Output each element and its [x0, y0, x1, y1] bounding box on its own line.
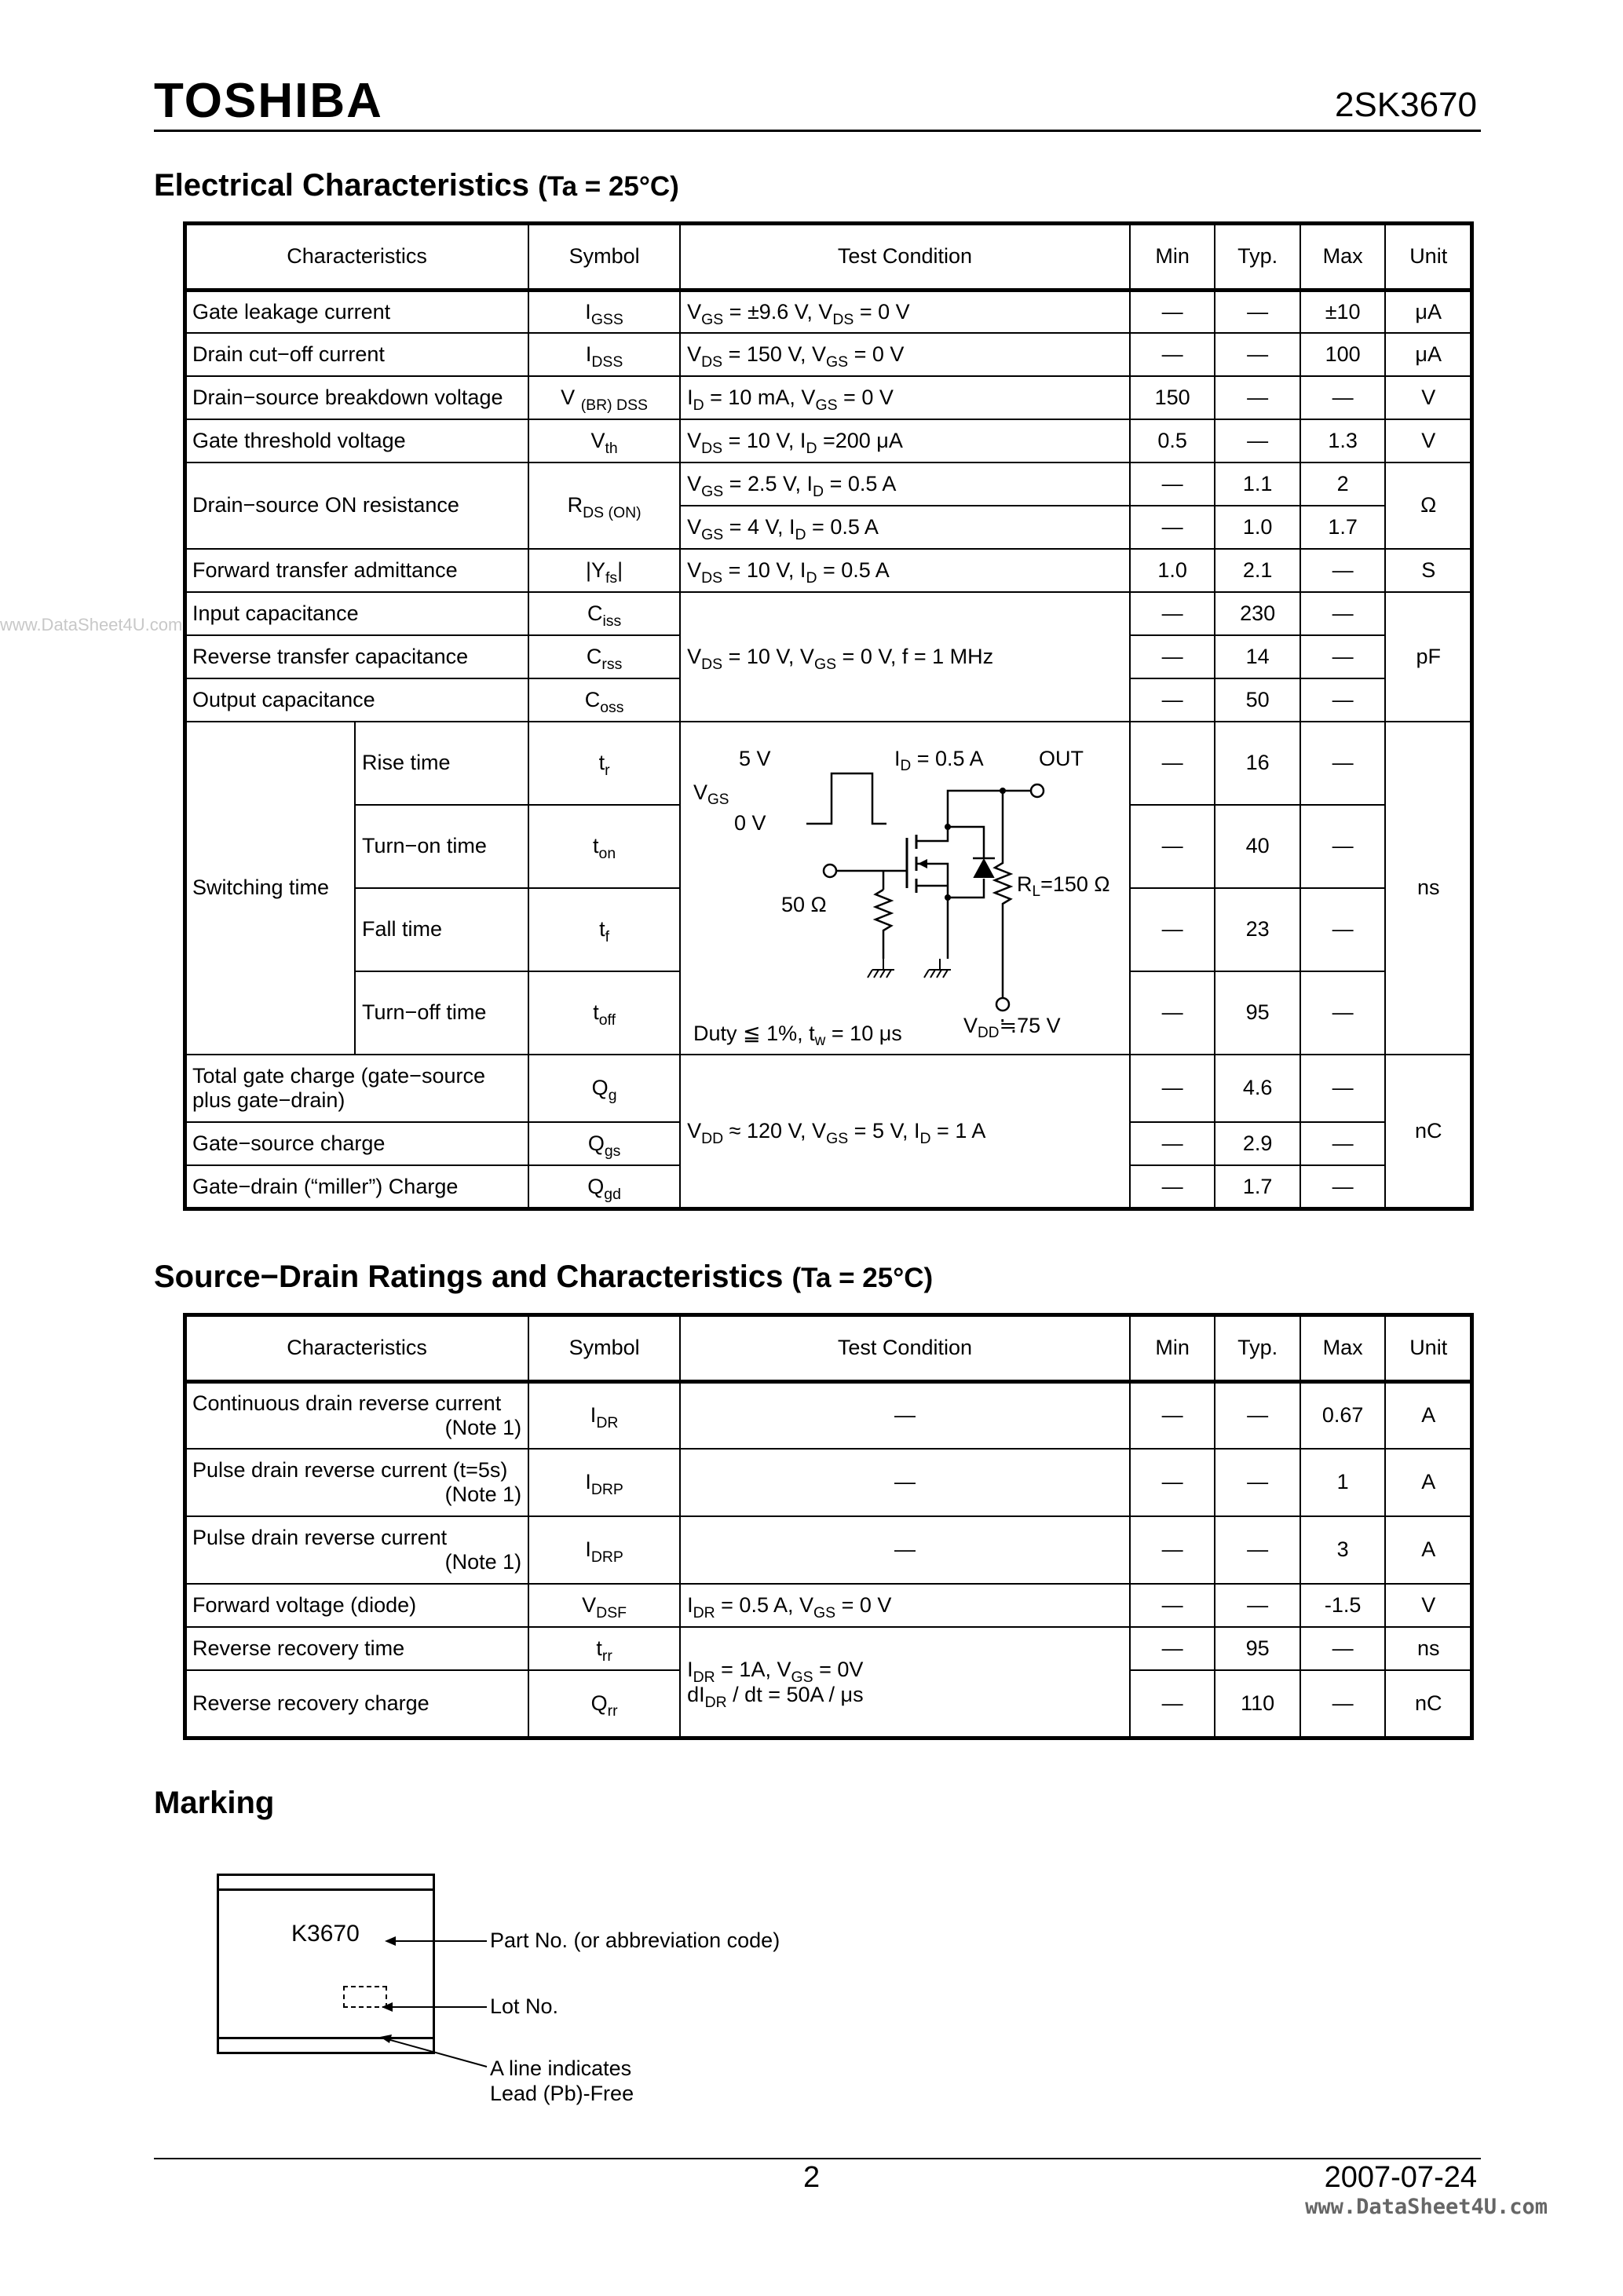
test-condition: $V_{GS} = 4$ V, $I_D = 0.5$ A: [680, 506, 1130, 549]
unit-value: V: [1385, 1584, 1471, 1627]
col-unit: Unit: [1385, 224, 1471, 290]
test-condition: —: [680, 1381, 1130, 1449]
table-header-row: [185, 1315, 1471, 1381]
typ-value: 1.1: [1215, 462, 1300, 506]
ground-icon: [924, 959, 951, 978]
max-value: 0.67: [1300, 1381, 1386, 1449]
char-name-text: Pulse drain reverse current (t=5s): [192, 1457, 508, 1482]
col-test-condition: Test Condition: [680, 224, 1130, 290]
brand-logo: TOSHIBA: [154, 74, 383, 128]
col-symbol: Symbol: [528, 224, 680, 290]
unit-value: A: [1385, 1381, 1471, 1449]
typ-value: 4.6: [1215, 1055, 1300, 1122]
char-subname: Turn−off time: [355, 971, 528, 1055]
min-value: —: [1130, 1516, 1215, 1584]
max-value: —: [1300, 678, 1386, 722]
typ-value: 2.1: [1215, 549, 1300, 592]
test-condition: $V_{DD} \approx 120$ V, $V_{GS} = 5$ V, $I_D = 1$ A: [680, 1055, 1130, 1208]
max-value: 100: [1300, 333, 1386, 376]
table-row: [185, 1516, 1471, 1584]
unit-value: A: [1385, 1449, 1471, 1516]
unit-value: ns: [1385, 1627, 1471, 1670]
min-value: —: [1130, 722, 1215, 805]
symbol: V $_{(BR) DSS}$: [528, 376, 680, 419]
unit-value: nC: [1385, 1670, 1471, 1738]
min-value: —: [1130, 333, 1215, 376]
char-name: [185, 1516, 528, 1584]
col-min: Min: [1130, 1315, 1215, 1381]
duty-label: Duty ≦ 1%, $t_w = 10$ μs: [693, 1022, 902, 1049]
max-value: —: [1300, 805, 1386, 888]
typ-value: 14: [1215, 635, 1300, 678]
col-min: Min: [1130, 224, 1215, 290]
table-row: [185, 1381, 1471, 1449]
test-condition: $I_{DR} = 0.5$ A, $V_{GS} = 0$ V: [680, 1584, 1130, 1627]
lead-free-label-line2: Lead (Pb)-Free: [490, 2082, 634, 2106]
max-value: -1.5: [1300, 1584, 1386, 1627]
col-test-condition: Test Condition: [680, 1315, 1130, 1381]
arrow-icon: [385, 1936, 396, 1946]
table-row: [185, 1627, 1471, 1670]
typ-value: 95: [1215, 971, 1300, 1055]
test-condition: —: [680, 1449, 1130, 1516]
col-max: Max: [1300, 1315, 1386, 1381]
table-row: [185, 376, 1471, 419]
vgs-label: $V_{GS}$: [693, 781, 729, 808]
body-diode-icon: [974, 860, 993, 877]
section-title-text: Source−Drain Ratings and Characteristics: [154, 1260, 784, 1294]
table-header-row: [185, 224, 1471, 290]
char-subname: Rise time: [355, 722, 528, 805]
lead-free-label: [490, 2056, 634, 2107]
load-resistor: [995, 791, 1011, 998]
max-value: —: [1300, 1122, 1386, 1165]
min-value: —: [1130, 678, 1215, 722]
lot-number-label: Lot No.: [490, 1994, 559, 2018]
out-label: OUT: [1039, 747, 1084, 770]
note-ref: (Note 1): [444, 1415, 522, 1439]
symbol: $Q_g$: [528, 1055, 680, 1122]
out-terminal: [1031, 784, 1044, 797]
table-row: [185, 592, 1471, 635]
min-value: —: [1130, 635, 1215, 678]
test-condition: —: [680, 1516, 1130, 1584]
gate-input-terminal: [824, 865, 836, 877]
drain-current-label: $I_D = 0.5$ A: [894, 747, 984, 774]
col-characteristics: Characteristics: [185, 224, 528, 290]
char-name-text: Pulse drain reverse current: [192, 1525, 448, 1549]
pulse-waveform: [806, 773, 886, 824]
min-value: —: [1130, 1122, 1215, 1165]
vdd-terminal: [996, 998, 1009, 1011]
symbol: $R_{DS (ON)}$: [528, 462, 680, 549]
marking-arrows: [377, 1900, 503, 2073]
package-top-edge: [219, 1888, 433, 1891]
min-value: —: [1130, 290, 1215, 333]
typ-value: 110: [1215, 1670, 1300, 1738]
symbol: $t_f$: [528, 888, 680, 971]
char-name: Reverse transfer capacitance: [185, 635, 528, 678]
symbol: $Q_{gs}$: [528, 1122, 680, 1165]
symbol: $t_{rr}$: [528, 1627, 680, 1670]
char-name: Reverse recovery time: [185, 1627, 528, 1670]
char-name: Switching time: [185, 722, 355, 1055]
table-row: [185, 462, 1471, 506]
unit-value: ns: [1385, 722, 1471, 1055]
symbol: $I_{DRP}$: [528, 1516, 680, 1584]
watermark-left: www.DataSheet4U.com: [0, 615, 183, 634]
char-subname: Fall time: [355, 888, 528, 971]
symbol: $Q_{rr}$: [528, 1670, 680, 1738]
symbol: $V_{DSF}$: [528, 1584, 680, 1627]
max-value: —: [1300, 592, 1386, 635]
char-name: Forward voltage (diode): [185, 1584, 528, 1627]
symbol: $t_{on}$: [528, 805, 680, 888]
symbol: $t_{off}$: [528, 971, 680, 1055]
ground-icon: [868, 959, 894, 978]
symbol: $I_{DR}$: [528, 1381, 680, 1449]
max-value: 2: [1300, 462, 1386, 506]
char-name: Output capacitance: [185, 678, 528, 722]
max-value: 3: [1300, 1516, 1386, 1584]
typ-value: —: [1215, 333, 1300, 376]
char-name: Gate threshold voltage: [185, 419, 528, 462]
max-value: —: [1300, 1055, 1386, 1122]
min-value: —: [1130, 1584, 1215, 1627]
section-condition: (Ta = 25°C): [538, 171, 679, 202]
arrow-icon: [382, 2002, 393, 2012]
min-value: 150: [1130, 376, 1215, 419]
pulse-high-label: 5 V: [739, 747, 771, 770]
test-condition: $I_{DR} = 1A$, $V_{GS} = 0V$ $dI_{DR}$ / dt = 50A / μs: [680, 1627, 1130, 1738]
max-value: —: [1300, 635, 1386, 678]
min-value: —: [1130, 888, 1215, 971]
max-value: —: [1300, 1627, 1386, 1670]
symbol: $t_r$: [528, 722, 680, 805]
typ-value: 1.0: [1215, 506, 1300, 549]
symbol: $I_{DRP}$: [528, 1449, 680, 1516]
typ-value: —: [1215, 290, 1300, 333]
load-resistor-label: $R_L=150$ Ω: [1017, 872, 1110, 900]
max-value: —: [1300, 376, 1386, 419]
typ-value: —: [1215, 376, 1300, 419]
pulse-low-label: 0 V: [734, 811, 766, 835]
min-value: —: [1130, 1670, 1215, 1738]
typ-value: 95: [1215, 1627, 1300, 1670]
col-characteristics: Characteristics: [185, 1315, 528, 1381]
note-ref: (Note 1): [444, 1550, 522, 1574]
min-value: —: [1130, 805, 1215, 888]
table-row: [185, 549, 1471, 592]
unit-value: Ω: [1385, 462, 1471, 549]
min-value: —: [1130, 1627, 1215, 1670]
vdd-label: $V_{DD}≒75$ V: [963, 1014, 1061, 1041]
section-title-marking: Marking: [154, 1786, 275, 1820]
section-title-text: Electrical Characteristics: [154, 168, 530, 203]
input-resistor: [875, 890, 891, 959]
max-value: —: [1300, 971, 1386, 1055]
typ-value: —: [1215, 419, 1300, 462]
unit-value: μA: [1385, 290, 1471, 333]
col-typ: Typ.: [1215, 224, 1300, 290]
unit-value: μA: [1385, 333, 1471, 376]
char-name: Reverse recovery charge: [185, 1670, 528, 1738]
unit-value: V: [1385, 419, 1471, 462]
header-rule: [154, 130, 1481, 132]
min-value: —: [1130, 1381, 1215, 1449]
table-row: [185, 1584, 1471, 1627]
max-value: 1.7: [1300, 506, 1386, 549]
source-drain-table: [185, 1314, 1472, 1738]
unit-value: pF: [1385, 592, 1471, 722]
test-condition: $V_{DS} = 150$ V, $V_{GS} = 0$ V: [680, 333, 1130, 376]
page-number: 2: [803, 2161, 821, 2194]
min-value: —: [1130, 1449, 1215, 1516]
min-value: —: [1130, 971, 1215, 1055]
max-value: —: [1300, 722, 1386, 805]
min-value: —: [1130, 462, 1215, 506]
min-value: —: [1130, 506, 1215, 549]
typ-value: 16: [1215, 722, 1300, 805]
typ-value: 230: [1215, 592, 1300, 635]
char-subname: Turn−on time: [355, 805, 528, 888]
lead-free-label-line1: A line indicates: [490, 2057, 632, 2080]
table-row: [185, 333, 1471, 376]
char-name: Drain−source ON resistance: [185, 462, 528, 549]
electrical-characteristics-table: [185, 223, 1472, 1209]
col-symbol: Symbol: [528, 1315, 680, 1381]
unit-value: V: [1385, 376, 1471, 419]
col-max: Max: [1300, 224, 1386, 290]
unit-value: S: [1385, 549, 1471, 592]
table-row: [185, 419, 1471, 462]
watermark-right: www.DataSheet4U.com: [1305, 2195, 1548, 2219]
arrow-icon: [380, 2035, 392, 2043]
unit-value: nC: [1385, 1055, 1471, 1208]
table-row: [185, 290, 1471, 333]
test-condition: $V_{DS} = 10$ V, $I_D =200$ μA: [680, 419, 1130, 462]
test-condition: $V_{DS} = 10$ V, $I_D = 0.5$ A: [680, 549, 1130, 592]
marking-code: K3670: [291, 1921, 360, 1947]
switching-test-circuit: [681, 723, 1127, 1053]
min-value: 1.0: [1130, 549, 1215, 592]
char-name: Total gate charge (gate−source plus gate−drain): [185, 1055, 528, 1122]
input-resistor-label: 50 Ω: [781, 893, 827, 916]
symbol: $|Y_{fs}|$: [528, 549, 680, 592]
char-name-text: Continuous drain reverse current: [192, 1391, 502, 1415]
section-title-source-drain: [154, 1261, 933, 1292]
min-value: —: [1130, 1055, 1215, 1122]
char-name: Gate−source charge: [185, 1122, 528, 1165]
char-name: [185, 1449, 528, 1516]
max-value: —: [1300, 549, 1386, 592]
note-ref: (Note 1): [444, 1483, 522, 1506]
test-condition: $V_{DS} = 10$ V, $V_{GS} = 0$ V, f = 1 MHz: [680, 592, 1130, 722]
max-value: 1.3: [1300, 419, 1386, 462]
section-condition: (Ta = 25°C): [791, 1263, 934, 1293]
max-value: 1: [1300, 1449, 1386, 1516]
char-name: [185, 1381, 528, 1449]
typ-value: 2.9: [1215, 1122, 1300, 1165]
max-value: —: [1300, 1165, 1386, 1208]
test-condition: $I_D = 10$ mA, $V_{GS} = 0$ V: [680, 376, 1130, 419]
min-value: —: [1130, 592, 1215, 635]
switching-test-circuit-cell: [680, 722, 1130, 1055]
symbol: $I_{GSS}$: [528, 290, 680, 333]
typ-value: 1.7: [1215, 1165, 1300, 1208]
typ-value: 40: [1215, 805, 1300, 888]
char-name: Drain cut−off current: [185, 333, 528, 376]
symbol: $V_{th}$: [528, 419, 680, 462]
min-value: 0.5: [1130, 419, 1215, 462]
test-condition: $V_{GS} = 2.5$ V, $I_D = 0.5$ A: [680, 462, 1130, 506]
symbol: $C_{iss}$: [528, 592, 680, 635]
part-number-label: Part No. (or abbreviation code): [490, 1929, 780, 1952]
char-name: Drain−source breakdown voltage: [185, 376, 528, 419]
symbol: $C_{oss}$: [528, 678, 680, 722]
document-date: 2007-07-24: [1324, 2161, 1477, 2194]
typ-value: 50: [1215, 678, 1300, 722]
table-row: [185, 1449, 1471, 1516]
min-value: —: [1130, 1165, 1215, 1208]
section-title-electrical: [154, 170, 679, 201]
typ-value: 23: [1215, 888, 1300, 971]
test-condition: $V_{GS} = \pm 9.6$ V, $V_{DS} = 0$ V: [680, 290, 1130, 333]
unit-value: A: [1385, 1516, 1471, 1584]
col-typ: Typ.: [1215, 1315, 1300, 1381]
symbol: $I_{DSS}$: [528, 333, 680, 376]
max-value: ±10: [1300, 290, 1386, 333]
typ-value: —: [1215, 1449, 1300, 1516]
col-unit: Unit: [1385, 1315, 1471, 1381]
max-value: —: [1300, 888, 1386, 971]
char-name: Gate leakage current: [185, 290, 528, 333]
char-name: Forward transfer admittance: [185, 549, 528, 592]
typ-value: —: [1215, 1381, 1300, 1449]
symbol: $C_{rss}$: [528, 635, 680, 678]
char-name: Gate−drain (“miller”) Charge: [185, 1165, 528, 1208]
char-name: Input capacitance: [185, 592, 528, 635]
max-value: —: [1300, 1670, 1386, 1738]
symbol: $Q_{gd}$: [528, 1165, 680, 1208]
table-row: [185, 722, 1471, 805]
footer-rule: [154, 2158, 1481, 2159]
typ-value: —: [1215, 1516, 1300, 1584]
part-number: 2SK3670: [1334, 86, 1477, 124]
typ-value: —: [1215, 1584, 1300, 1627]
table-row: [185, 1055, 1471, 1122]
